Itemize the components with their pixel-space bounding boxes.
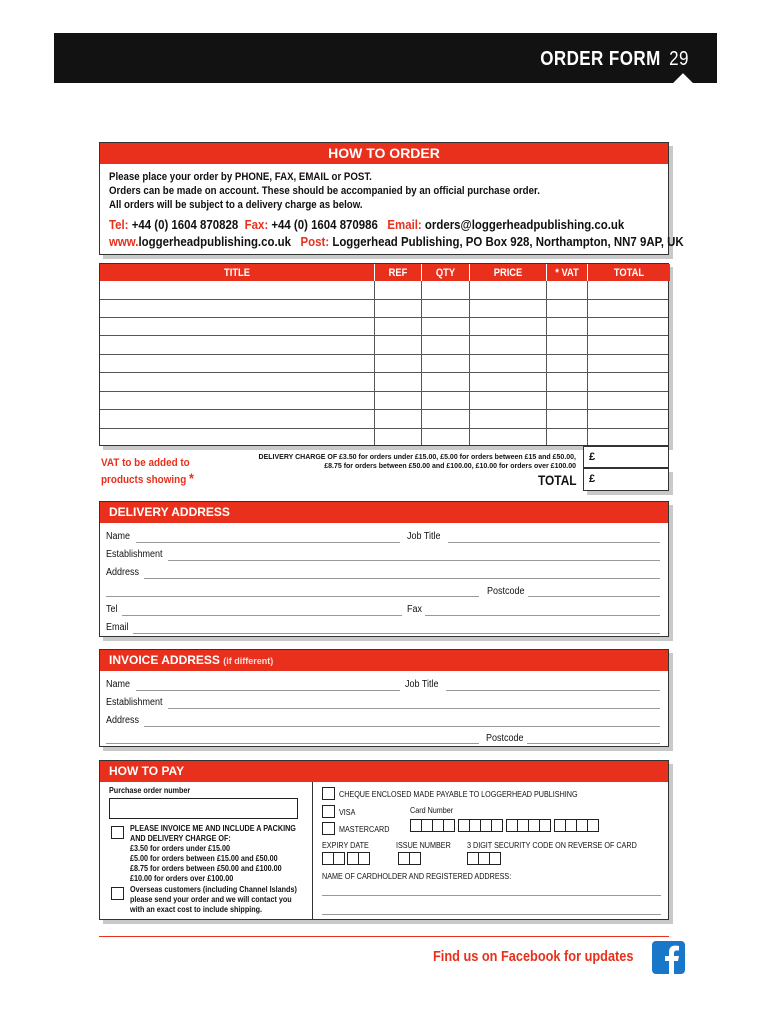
grand-total-field[interactable]: [583, 468, 669, 491]
delivery-establishment-field[interactable]: [168, 560, 660, 561]
col-header-price: PRICE: [493, 267, 523, 279]
invoice-address-field-2[interactable]: [106, 743, 479, 744]
table-row-line: [100, 299, 668, 300]
fax-value: +44 (0) 1604 870986: [271, 217, 378, 232]
order-table: [99, 263, 669, 446]
table-row-line: [100, 335, 668, 336]
page-number: 29: [669, 48, 689, 70]
cardholder-field-1[interactable]: [322, 895, 661, 896]
delivery-total-field[interactable]: [583, 446, 669, 468]
digit-cell[interactable]: [491, 819, 503, 832]
delivery-charge-line1: DELIVERY CHARGE OF £3.50 for orders under £15.00, £5.00 for orders between £15 and £50.00,: [258, 454, 576, 461]
invoice-name-label: Name: [106, 679, 131, 690]
how-to-order-heading: HOW TO ORDER: [100, 143, 668, 164]
total-label: TOTAL: [538, 472, 577, 488]
po-number-label: Purchase order number: [109, 786, 191, 795]
invoice-establishment-field[interactable]: [168, 708, 660, 709]
delivery-fax-field[interactable]: [425, 615, 660, 616]
facebook-icon[interactable]: [652, 941, 685, 974]
delivery-tel-label: Tel: [106, 604, 118, 615]
invoice-address-field[interactable]: [144, 726, 660, 727]
table-row-line: [100, 391, 668, 392]
invoice-address-panel: [99, 649, 669, 747]
delivery-establishment-label: Establishment: [106, 549, 163, 560]
invoice-me-line3: £3.50 for orders under £15.00: [130, 844, 231, 853]
invoice-jobtitle-field[interactable]: [446, 690, 660, 691]
vat-star: *: [189, 470, 194, 486]
vat-note-line2: products showing: [101, 474, 187, 486]
digit-cell[interactable]: [443, 819, 455, 832]
how-to-pay-heading: HOW TO PAY: [100, 761, 668, 782]
invoice-me-text: [130, 824, 296, 884]
delivery-name-label: Name: [106, 531, 131, 542]
po-number-field[interactable]: [109, 798, 298, 819]
card-number-label: Card Number: [410, 806, 454, 815]
facebook-glyph: [652, 941, 685, 974]
col-header-vat: * VAT: [555, 267, 579, 279]
delivery-address-field-2[interactable]: [106, 596, 479, 597]
invoice-me-line1: PLEASE INVOICE ME AND INCLUDE A PACKING: [130, 824, 296, 833]
table-row-line: [100, 354, 668, 355]
invoice-address-label: Address: [106, 715, 140, 726]
fax-label: Fax:: [244, 217, 269, 232]
security-label: 3 DIGIT SECURITY CODE ON REVERSE OF CARD: [467, 841, 637, 850]
order-line-2: Orders can be made on account. These should be accompanied by an official purchase order.: [109, 185, 540, 197]
post-address: Loggerhead Publishing, PO Box 928, Northampton, NN7 9AP, UK: [332, 234, 684, 249]
invoice-jobtitle-label: Job Title: [405, 679, 439, 690]
tel-value[interactable]: +44 (0) 1604 870828: [131, 217, 239, 232]
invoice-me-line4: £5.00 for orders between £15.00 and £50.00: [130, 854, 278, 863]
col-divider: [546, 281, 547, 445]
how-to-order-panel: [99, 142, 684, 255]
delivery-postcode-field[interactable]: [528, 596, 660, 597]
mastercard-checkbox[interactable]: [322, 822, 335, 835]
order-line-3: All orders will be subject to a delivery charge as below.: [109, 199, 363, 211]
www-label: www.: [109, 234, 139, 249]
delivery-address-field[interactable]: [144, 578, 660, 579]
tel-label: Tel:: [109, 217, 129, 232]
overseas-line2: please send your order and we will contact you: [130, 895, 292, 904]
email-value[interactable]: orders@loggerheadpublishing.co.uk: [424, 217, 625, 232]
invoice-postcode-label: Postcode: [486, 733, 524, 744]
visa-checkbox[interactable]: [322, 805, 335, 818]
col-header-title: TITLE: [224, 267, 250, 279]
vat-note-line1: VAT to be added to: [101, 457, 190, 469]
delivery-jobtitle-field[interactable]: [448, 542, 660, 543]
delivery-tel-field[interactable]: [122, 615, 402, 616]
col-divider: [421, 281, 422, 445]
digit-cell[interactable]: [358, 852, 370, 865]
overseas-line1: Overseas customers (including Channel Islands): [130, 885, 297, 894]
contact-line-2: [109, 234, 684, 249]
col-header-qty: QTY: [435, 267, 456, 279]
delivery-email-label: Email: [106, 622, 129, 633]
cardholder-field-2[interactable]: [322, 914, 661, 915]
footer-divider: [99, 936, 669, 937]
invoice-me-line5: £8.75 for orders between £50.00 and £100.00: [130, 864, 282, 873]
digit-cell[interactable]: [409, 852, 421, 865]
email-label: Email:: [387, 217, 422, 232]
overseas-line3: with an exact cost to include shipping.: [130, 905, 263, 914]
delivery-fax-label: Fax: [407, 604, 423, 615]
delivery-jobtitle-label: Job Title: [407, 531, 441, 542]
mastercard-label: MASTERCARD: [339, 825, 390, 834]
digit-cell[interactable]: [333, 852, 345, 865]
cheque-checkbox[interactable]: [322, 787, 335, 800]
col-header-total: TOTAL: [613, 267, 645, 279]
delivery-address-label: Address: [106, 567, 140, 578]
how-to-pay-panel: [99, 760, 669, 920]
digit-cell[interactable]: [539, 819, 551, 832]
invoice-heading-text: INVOICE ADDRESS: [109, 653, 220, 667]
visa-label: VISA: [339, 808, 356, 817]
delivery-charge-line2: £8.75 for orders between £50.00 and £100.00, £10.00 for orders over £100.00: [324, 463, 576, 470]
invoice-postcode-field[interactable]: [527, 743, 660, 744]
order-line-1: Please place your order by PHONE, FAX, EMAIL or POST.: [109, 171, 372, 183]
page-header: [54, 33, 717, 83]
delivery-address-panel: [99, 501, 669, 637]
cardholder-label: NAME OF CARDHOLDER AND REGISTERED ADDRESS:: [322, 872, 512, 881]
post-label: Post:: [300, 234, 330, 249]
invoice-heading-note: (if different): [223, 656, 274, 666]
delivery-postcode-label: Postcode: [487, 586, 525, 597]
pound-sign: £: [589, 451, 596, 463]
digit-cell[interactable]: [489, 852, 501, 865]
vat-note: [101, 456, 194, 488]
contact-line-1: [109, 217, 624, 232]
facebook-text[interactable]: Find us on Facebook for updates: [433, 948, 634, 965]
delivery-charge-note: [226, 453, 576, 471]
col-divider: [469, 281, 470, 445]
delivery-email-field[interactable]: [133, 633, 660, 634]
digit-cell[interactable]: [587, 819, 599, 832]
invoice-me-line2: AND DELIVERY CHARGE OF:: [130, 834, 231, 843]
overseas-text: [130, 885, 297, 915]
col-divider: [374, 281, 375, 445]
overseas-checkbox[interactable]: [111, 887, 124, 900]
pound-sign: £: [589, 473, 596, 485]
cheque-label: CHEQUE ENCLOSED MADE PAYABLE TO LOGGERHEAD PUBLISHING: [339, 790, 578, 799]
table-row-line: [100, 428, 668, 429]
invoice-establishment-label: Establishment: [106, 697, 163, 708]
delivery-address-heading: DELIVERY ADDRESS: [100, 502, 668, 523]
table-row-line: [100, 409, 668, 410]
invoice-name-field[interactable]: [136, 690, 400, 691]
invoice-me-line6: £10.00 for orders over £100.00: [130, 874, 234, 883]
col-divider: [587, 281, 588, 445]
vat-note-line2-wrap: [101, 471, 194, 488]
website-link[interactable]: loggerheadpublishing.co.uk: [138, 234, 291, 249]
issue-label: ISSUE NUMBER: [396, 841, 451, 850]
header-title-wrap: [540, 48, 689, 71]
table-row-line: [100, 317, 668, 318]
col-header-ref: REF: [388, 267, 408, 279]
header-title: ORDER FORM: [540, 48, 661, 70]
pay-column-divider: [312, 782, 313, 919]
expiry-label: EXPIRY DATE: [322, 841, 369, 850]
invoice-me-checkbox[interactable]: [111, 826, 124, 839]
table-row-line: [100, 372, 668, 373]
delivery-name-field[interactable]: [136, 542, 400, 543]
invoice-address-heading: [100, 650, 668, 671]
